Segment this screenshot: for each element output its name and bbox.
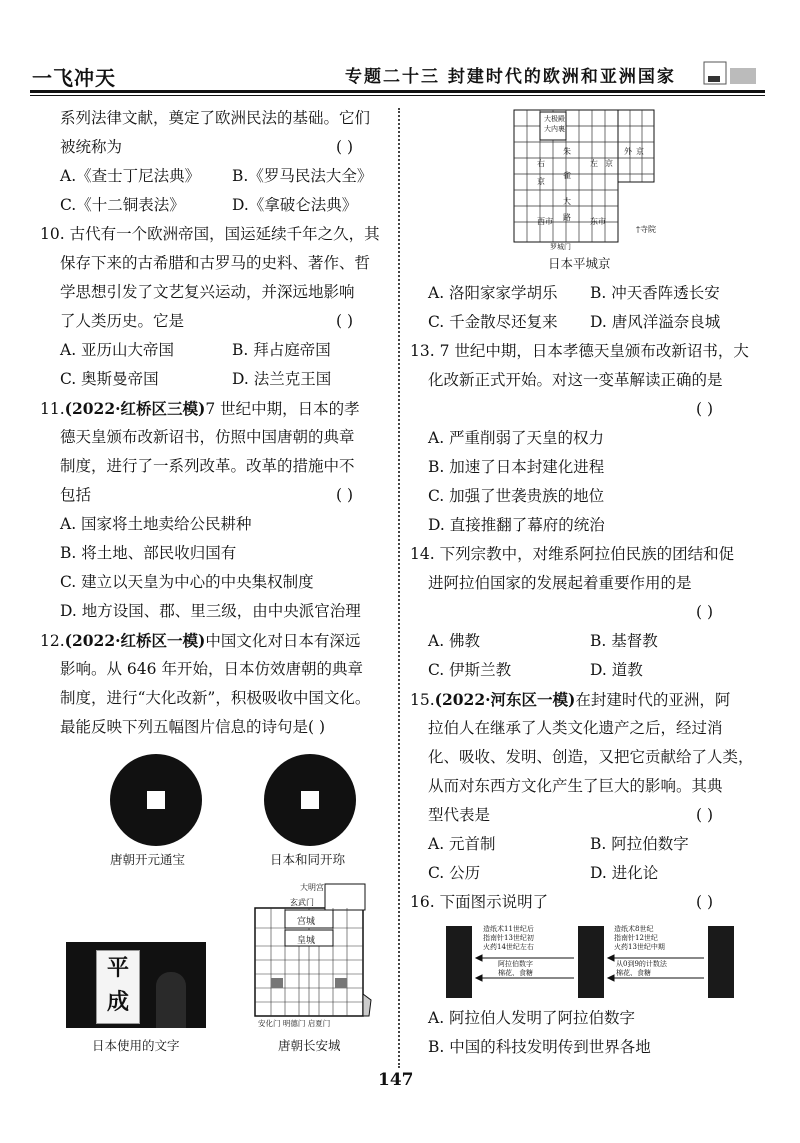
- q16-bl-line1: 阿拉伯数字: [498, 960, 533, 968]
- q10-line2: 保存下来的古希腊和古罗马的史料、著作、哲: [60, 254, 371, 272]
- q13-answer-paren: ( ): [696, 400, 714, 418]
- q10-line4: 了人类历史。它是: [60, 312, 185, 330]
- q15-option-a: A. 元首制: [428, 835, 496, 853]
- q14-line1: 14. 下列宗教中，对维系阿拉伯民族的团结和促: [410, 545, 735, 563]
- q11-line1: [40, 394, 360, 424]
- q9-option-c: C.《十二铜表法》: [60, 196, 185, 214]
- q11-option-b: B. 将土地、部民收归国有: [60, 544, 237, 562]
- q9-option-a: A.《查士丁尼法典》: [60, 167, 201, 185]
- heijo-label-jing-west: 京: [537, 177, 545, 186]
- q16-arrow-west-bottom: [498, 960, 533, 978]
- q10-option-c: C. 奥斯曼帝国: [60, 370, 159, 388]
- q16-option-b: B. 中国的科技发明传到世界各地: [428, 1038, 651, 1056]
- q9-option-d: D.《拿破仑法典》: [232, 196, 358, 214]
- q9-answer-paren: ( ): [336, 138, 354, 156]
- heijo-label-que: 雀: [563, 171, 571, 180]
- q12-option-b: B. 冲天香阵透长安: [590, 284, 720, 302]
- changan-label-daminggong: 大明宫: [300, 883, 324, 892]
- q11-line3: 制度，进行了一系列改革。改革的措施中不: [60, 457, 355, 475]
- q14-line2: 进阿拉伯国家的发展起着重要作用的是: [428, 574, 692, 592]
- kaiyuan-coin-caption: 唐朝开元通宝: [110, 852, 186, 867]
- q15-source-tag: (2022·河东区一模): [434, 690, 576, 709]
- changan-label-huangcheng: 皇城: [297, 936, 316, 946]
- heijo-label-wai-jing: 京: [636, 147, 644, 156]
- q16-arrow-east-bottom: [616, 960, 667, 978]
- heijo-label-wai: 外: [624, 147, 632, 156]
- q9-line1: 系列法律文献，奠定了欧洲民法的基础。它们: [60, 109, 371, 127]
- q11-source-tag: (2022·红桥区三模): [64, 399, 206, 418]
- q10-answer-paren: ( ): [336, 312, 354, 330]
- q12-option-a: A. 洛阳家家学胡乐: [428, 284, 558, 302]
- q12-option-d: D. 唐风洋溢奈良城: [590, 313, 721, 331]
- q15-line1-text: 在封建时代的亚洲，阿: [575, 691, 731, 709]
- heijo-label-xishi: 西市: [537, 217, 553, 226]
- q12-line1-text: 中国文化对日本有深远: [205, 632, 361, 650]
- book-brand: 一飞冲天: [32, 66, 116, 90]
- q15-answer-paren: ( ): [696, 806, 714, 824]
- heisei-placard: [96, 950, 140, 1024]
- q12-line1: [40, 626, 360, 656]
- q12-line2: 影响。从 646 年开始，日本仿效唐朝的典章: [60, 660, 363, 678]
- q16-option-a: A. 阿拉伯人发明了阿拉伯数字: [428, 1009, 636, 1027]
- heijo-label-you: 右: [537, 159, 545, 168]
- q12-line4: 最能反映下列五幅图片信息的诗句是( ): [60, 718, 326, 736]
- q12-option-c: C. 千金散尽还复来: [428, 313, 558, 331]
- heijo-legend-temple: †寺院: [636, 225, 656, 234]
- q16-tl-line3: 火药14世纪左右: [483, 943, 534, 951]
- q16-bl-line2: 棉花、食糖: [498, 969, 533, 977]
- heisei-photo: [66, 942, 206, 1028]
- q13-line2: 化改新正式开始。对这一变革解读正确的是: [428, 371, 723, 389]
- q14-option-c: C. 伊斯兰教: [428, 661, 512, 679]
- changan-label-gongcheng: 宫城: [297, 917, 316, 927]
- q16-arrow-east-top: [614, 925, 665, 952]
- changan-label-xuanwumen: 玄武门: [290, 898, 314, 907]
- q15-line3: 化、吸收、发明、创造，又把它贡献给了人类，: [428, 748, 754, 766]
- q10-line1: 10. 古代有一个欧洲帝国，国运延续千年之久，其: [40, 225, 380, 243]
- q14-option-a: A. 佛教: [428, 632, 481, 650]
- q16-tr-line2: 指南针12世纪: [614, 934, 658, 942]
- q16-line1: 16. 下面图示说明了: [410, 893, 549, 911]
- q12-source-tag: (2022·红桥区一模): [64, 631, 206, 650]
- q11-answer-paren: ( ): [336, 486, 354, 504]
- q14-option-b: B. 基督教: [590, 632, 658, 650]
- heijokyo-caption: 日本平城京: [548, 256, 611, 271]
- heijo-label-zhu: 朱: [563, 147, 571, 156]
- q14-option-d: D. 道教: [590, 661, 643, 679]
- heijo-label-zuo: 左: [590, 159, 598, 168]
- page-number: 147: [378, 1070, 414, 1090]
- q13-option-d: D. 直接推翻了幕府的统治: [428, 516, 605, 534]
- q16-br-line1: 从0到9的计数法: [616, 960, 667, 968]
- q15-line1: [410, 685, 730, 715]
- q13-option-c: C. 加强了世袭贵族的地位: [428, 487, 605, 505]
- person-silhouette: [156, 972, 186, 1028]
- heisei-char-1: 平: [106, 955, 129, 981]
- q11-option-d: D. 地方设国、郡、里三级，由中央派官治理: [60, 602, 361, 620]
- q10-option-d: D. 法兰克王国: [232, 370, 332, 388]
- q16-tl-line2: 指南针13世纪初: [483, 934, 534, 942]
- q15-number: 15.: [410, 691, 435, 709]
- q16-tr-line3: 火药13世纪中期: [614, 943, 665, 951]
- q16-arrow-west-top: [483, 925, 534, 952]
- q15-line5: 型代表是: [428, 806, 491, 824]
- q10-option-a: A. 亚历山大帝国: [60, 341, 175, 359]
- changan-label-gates: 安化门 明德门 启夏门: [258, 1019, 331, 1028]
- q9-line2: 被统称为: [60, 138, 123, 156]
- q15-line4: 从而对东西方文化产生了巨大的影响。其典: [428, 777, 723, 795]
- heisei-char-2: 成: [106, 989, 129, 1015]
- heisei-caption: 日本使用的文字: [92, 1038, 180, 1053]
- kaiyuan-coin-image: [108, 752, 204, 848]
- q11-line1-text: 7 世纪中期，日本的孝: [205, 400, 360, 418]
- heijo-label-daigokuden: 大极殿: [544, 115, 565, 123]
- q12-line3: 制度，进行“大化改新”，积极吸收中国文化。: [60, 689, 371, 707]
- q16-tr-line1: 造纸术8世纪: [614, 925, 654, 933]
- q16-answer-paren: ( ): [696, 893, 714, 911]
- heijo-label-dairi: 大内裏: [544, 125, 565, 133]
- wadokaichin-coin-image: [262, 752, 358, 848]
- changan-caption: 唐朝长安城: [278, 1038, 341, 1053]
- q15-line2: 拉伯人在继承了人类文化遗产之后，经过消: [428, 719, 723, 737]
- heijo-label-da: 大: [563, 197, 571, 206]
- q16-tl-line1: 造纸术11世纪后: [483, 925, 534, 933]
- chapter-title: 专题二十三 封建时代的欧洲和亚洲国家: [345, 67, 676, 87]
- q13-line1: 13. 7 世纪中期，日本孝德天皇颁布改新诏书，大: [410, 342, 749, 360]
- heijo-label-rajomon: 罗城门: [550, 243, 571, 251]
- q15-option-d: D. 进化论: [590, 864, 659, 882]
- q11-option-a: A. 国家将土地卖给公民耕种: [60, 515, 252, 533]
- q11-number: 11.: [40, 400, 65, 418]
- q9-option-b: B.《罗马民法大全》: [232, 167, 373, 185]
- q10-option-b: B. 拜占庭帝国: [232, 341, 331, 359]
- q11-option-c: C. 建立以天皇为中心的中央集权制度: [60, 573, 314, 591]
- q11-line2: 德天皇颁布改新诏书，仿照中国唐朝的典章: [60, 428, 355, 446]
- wadokaichin-coin-caption: 日本和同开珎: [270, 852, 346, 867]
- q14-answer-paren: ( ): [696, 603, 714, 621]
- q12-number: 12.: [40, 632, 65, 650]
- q15-option-b: B. 阿拉伯数字: [590, 835, 689, 853]
- q15-option-c: C. 公历: [428, 864, 481, 882]
- q10-line3: 学思想引发了文艺复兴运动，并深远地影响: [60, 283, 355, 301]
- q16-br-line2: 棉花、食糖: [616, 969, 651, 977]
- heijo-label-jing-east: 京: [605, 159, 613, 168]
- q13-option-a: A. 严重削弱了天皇的权力: [428, 429, 605, 447]
- q13-option-b: B. 加速了日本封建化进程: [428, 458, 605, 476]
- heijo-label-dongshi: 东市: [590, 217, 606, 226]
- heijo-label-lu: 路: [563, 213, 571, 222]
- q11-line4: 包括: [60, 486, 92, 504]
